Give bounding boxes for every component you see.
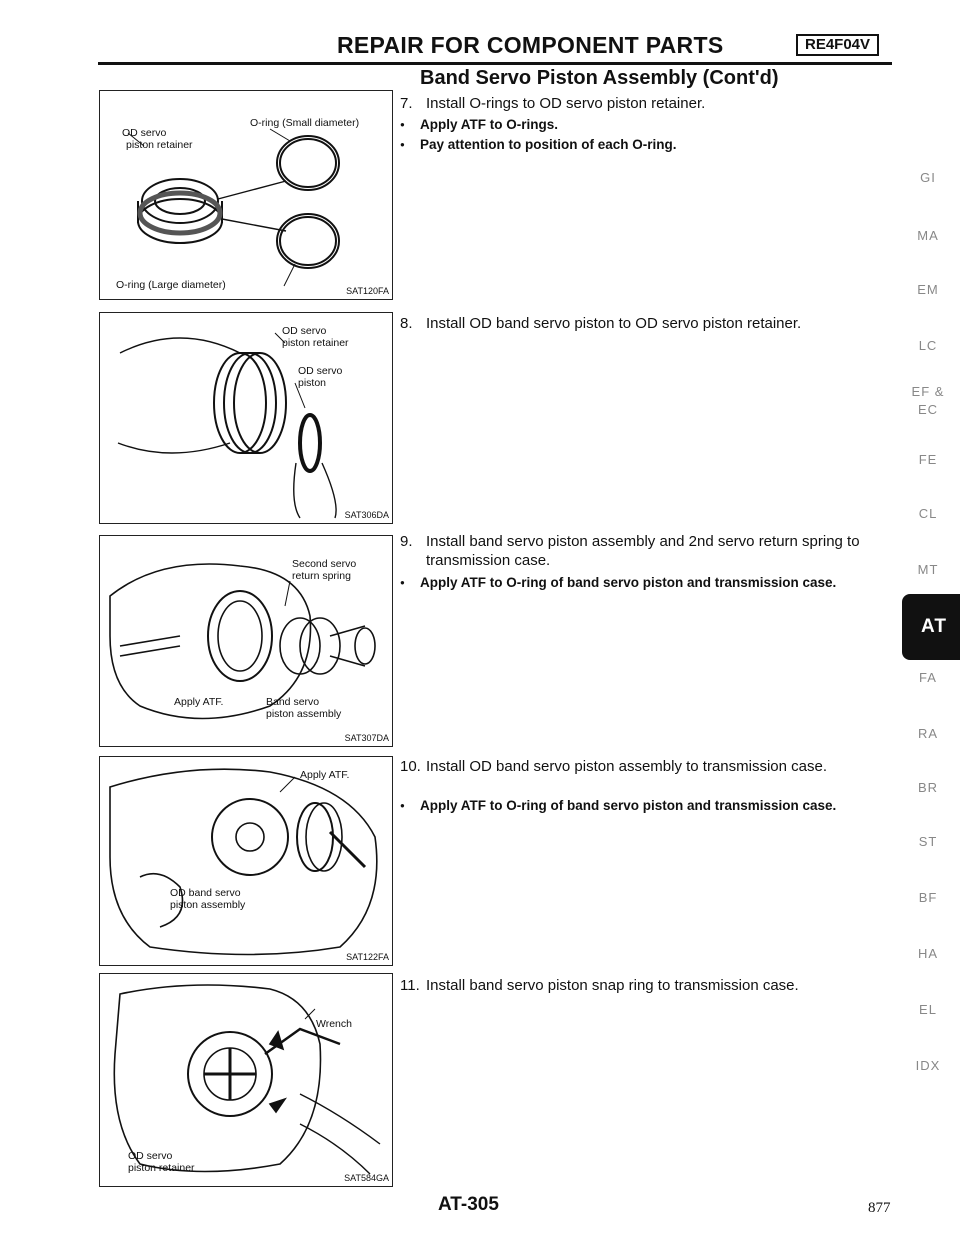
- step-9: [400, 532, 900, 570]
- od-band-servo-illustration: [100, 757, 392, 965]
- step-text: Install OD band servo piston assembly to transmission case.: [426, 758, 828, 775]
- tab-ha[interactable]: HA: [917, 946, 939, 961]
- tab-bf[interactable]: BF: [918, 890, 938, 905]
- step-number: 8.: [400, 315, 413, 332]
- tab-fe[interactable]: FE: [918, 452, 938, 467]
- step-10-bullet-1: ● Apply ATF to O-ring of band servo piston and transmission case.: [420, 797, 900, 815]
- tab-ec[interactable]: EC: [917, 402, 939, 417]
- fig3-label-piston-assembly: piston assembly: [266, 708, 342, 720]
- fig5-code: SAT584GA: [344, 1173, 389, 1183]
- step-number: 7.: [400, 95, 413, 112]
- tab-fa[interactable]: FA: [919, 670, 937, 685]
- tab-lc[interactable]: LC: [918, 338, 938, 353]
- fig2-label-piston-retainer: piston retainer: [282, 337, 349, 349]
- step-7: [400, 94, 900, 113]
- fig3-label-apply-atf: Apply ATF.: [174, 696, 224, 708]
- section-title: Band Servo Piston Assembly (Cont'd): [420, 67, 779, 89]
- tab-idx[interactable]: IDX: [915, 1058, 941, 1073]
- tab-ra[interactable]: RA: [917, 726, 939, 741]
- step-9-bullet-1: ● Apply ATF to O-ring of band servo piston and transmission case.: [420, 574, 900, 592]
- fig1-label-od-servo: OD servo: [122, 127, 167, 139]
- fig5-label-od-servo: OD servo: [128, 1150, 173, 1162]
- tab-cl[interactable]: CL: [918, 506, 938, 521]
- step-10: [400, 757, 900, 776]
- fig5-label-wrench: Wrench: [316, 1018, 352, 1030]
- model-code-badge: RE4F04V: [796, 34, 879, 56]
- tab-st[interactable]: ST: [918, 834, 938, 849]
- figure-snap-ring-wrench: [99, 973, 393, 1187]
- tab-at[interactable]: AT: [902, 594, 960, 660]
- footer-section-code: AT-305: [438, 1194, 499, 1215]
- fig3-label-band-servo: Band servo: [266, 696, 320, 708]
- fig4-label-apply-atf: Apply ATF.: [300, 769, 350, 781]
- header-rule: [98, 62, 892, 65]
- tab-gi[interactable]: GI: [920, 170, 936, 185]
- fig2-label-od-servo-2: OD servo: [298, 365, 343, 377]
- fig1-label-small-oring: O-ring (Small diameter): [250, 117, 360, 129]
- fig2-code: SAT306DA: [344, 510, 389, 520]
- step-7-bullet-2: ● Pay attention to position of each O-ring.: [420, 136, 900, 154]
- fig1-code: SAT120FA: [346, 286, 389, 296]
- step-text: Install O-rings to OD servo piston retainer.: [426, 95, 706, 112]
- fig5-label-piston-retainer: piston retainer: [128, 1162, 195, 1174]
- fig1-label-large-oring: O-ring (Large diameter): [116, 279, 226, 291]
- fig4-code: SAT122FA: [346, 952, 389, 962]
- tab-el[interactable]: EL: [919, 1002, 937, 1017]
- step-number: 10.: [400, 758, 421, 775]
- fig3-label-return-spring: return spring: [292, 570, 351, 582]
- fig3-code: SAT307DA: [344, 733, 389, 743]
- tab-mt[interactable]: MT: [917, 562, 939, 577]
- fig4-label-od-band-servo: OD band servo: [170, 887, 241, 899]
- fig3-label-second-servo: Second servo: [292, 558, 357, 570]
- fig4-label-piston-assembly: piston assembly: [170, 899, 246, 911]
- step-11: [400, 976, 900, 995]
- fig1-label-piston-retainer: piston retainer: [126, 139, 193, 151]
- step-text: Install OD band servo piston to OD servo piston retainer.: [426, 315, 802, 332]
- figure-o-rings: [99, 90, 393, 300]
- tab-em[interactable]: EM: [917, 282, 939, 297]
- page-header-title: REPAIR FOR COMPONENT PARTS: [337, 32, 724, 58]
- fig2-label-piston: piston: [298, 377, 327, 389]
- figure-od-servo-piston: [99, 312, 393, 524]
- tab-ef[interactable]: EF &: [911, 384, 945, 399]
- tab-ma[interactable]: MA: [917, 228, 939, 243]
- figure-second-servo-spring: [99, 535, 393, 747]
- fig2-label-od-servo: OD servo: [282, 325, 327, 337]
- step-text: Install band servo piston snap ring to transmission case.: [426, 977, 799, 994]
- step-number: 11.: [400, 977, 420, 994]
- step-text: Install band servo piston assembly and 2nd servo return spring to transmission case.: [426, 533, 860, 569]
- step-number: 9.: [400, 533, 413, 550]
- figure-od-band-servo: [99, 756, 393, 966]
- step-7-bullet-1: ● Apply ATF to O-rings.: [420, 116, 900, 134]
- tab-br[interactable]: BR: [917, 780, 939, 795]
- step-8: [400, 314, 900, 333]
- footer-page-number: 877: [868, 1200, 891, 1216]
